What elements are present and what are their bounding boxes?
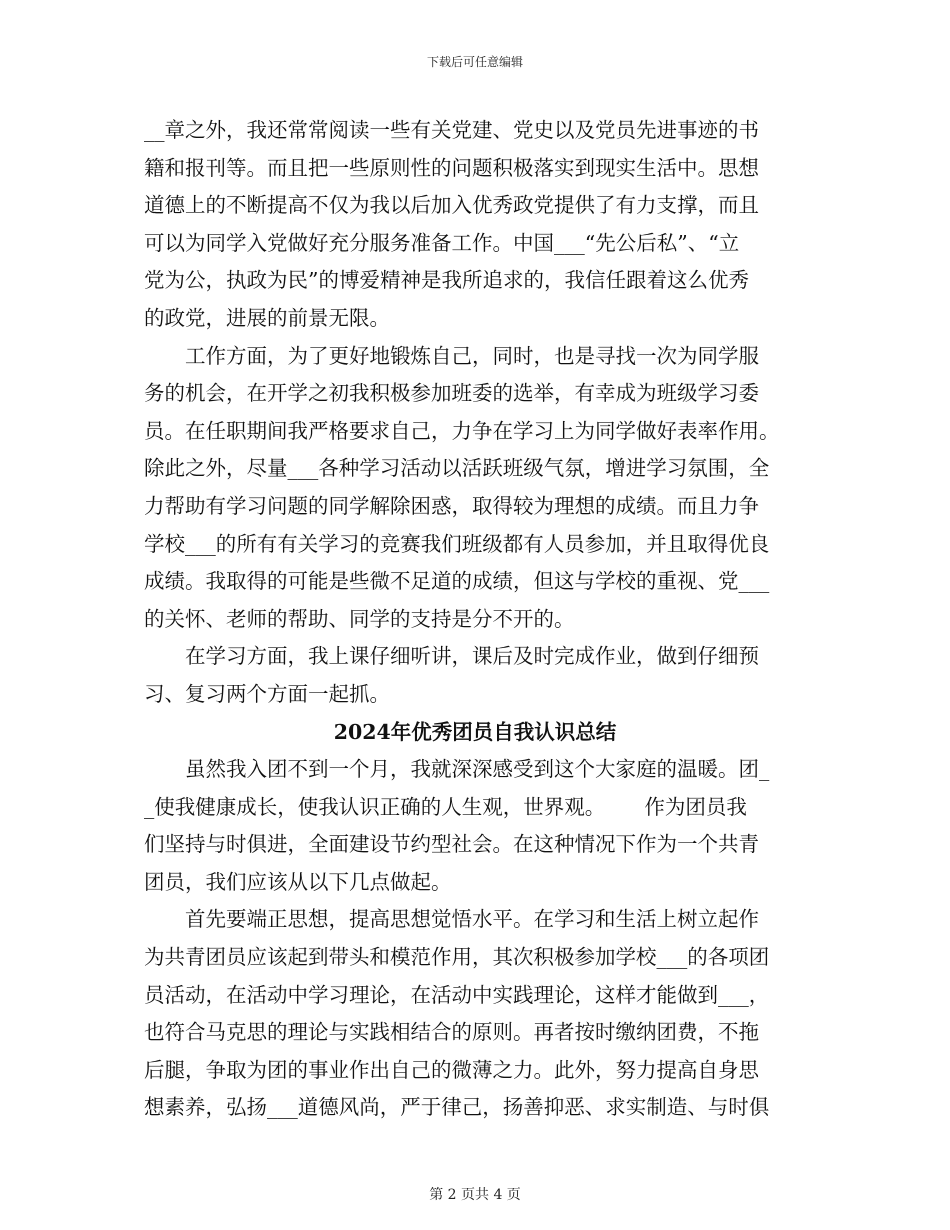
paragraph [144, 751, 806, 901]
text-line: 的关怀、老师的帮助、同学的支持是分不开的。 [144, 606, 575, 631]
text-line: 首先要端正思想，提高思想觉悟水平。在学习和生活上树立起作 [185, 907, 759, 932]
text-line: 籍和报刊等。而且把一些原则性的问题积极落实到现实生活中。思想 [144, 155, 759, 180]
paragraph [144, 901, 806, 1127]
paragraph [144, 112, 806, 338]
text-line: __章之外，我还常常阅读一些有关党建、党史以及党员先进事迹的书 [144, 118, 759, 142]
text-line: 们坚持与时俱进，全面建设节约型社会。在这种情况下作为一个共青 [144, 832, 759, 857]
text-line: 虽然我入团不到一个月，我就深深感受到这个大家庭的温暖。团_ [185, 757, 770, 782]
text-line: 可以为同学入党做好充分服务准备工作。中国___“先公后私”、“立 [144, 230, 740, 255]
paragraph [144, 638, 806, 713]
text-line: 力帮助有学习问题的同学解除困惑，取得较为理想的成绩。而且力争 [144, 493, 759, 518]
text-line: 务的机会，在开学之初我积极参加班委的选举，有幸成为班级学习委 [144, 381, 759, 406]
text-line: 员。在任职期间我严格要求自己，力争在学习上为同学做好表率作用。 [144, 418, 780, 443]
text-line: 道德上的不断提高不仅为我以后加入优秀政党提供了有力支撑，而且 [144, 193, 759, 218]
text-line: 除此之外，尽量___各种学习活动以活跃班级气氛，增进学习氛围，全 [144, 456, 770, 481]
text-line: 团员，我们应该从以下几点做起。 [144, 869, 452, 894]
text-line: 党为公，执政为民”的博爱精神是我所追求的，我信任跟着这么优秀 [144, 268, 749, 293]
text-line: _使我健康成长，使我认识正确的人生观，世界观。 作为团员我 [144, 794, 747, 819]
text-line: 学校___的所有有关学习的竞赛我们班级都有人员参加，并且取得优良 [144, 531, 770, 556]
text-line: 后腿，争取为团的事业作出自己的微薄之力。此外，努力提高自身思 [144, 1057, 759, 1082]
paragraph [144, 338, 806, 639]
text-line: 工作方面，为了更好地锻炼自己，同时，也是寻找一次为同学服 [185, 343, 759, 368]
document-body [144, 112, 806, 1127]
text-line: 成绩。我取得的可能是些微不足道的成绩，但这与学校的重视、党___ [144, 569, 770, 594]
text-line: 习、复习两个方面一起抓。 [144, 681, 390, 706]
text-line: 为共青团员应该起到带头和模范作用，其次积极参加学校___的各项团 [144, 945, 770, 970]
text-line: 员活动，在活动中学习理论，在活动中实践理论，这样才能做到___， [144, 982, 770, 1007]
page-header: 下载后可任意编辑 [426, 55, 523, 69]
page-footer: 第 2 页共 4 页 [429, 1187, 521, 1203]
text-line: 的政党，进展的前景无限。 [144, 305, 390, 330]
text-line: 在学习方面，我上课仔细听讲，课后及时完成作业，做到仔细预 [185, 644, 759, 669]
section-title: 2024年优秀团员自我认识总结 [333, 719, 617, 744]
text-line: 想素养，弘扬___道德风尚，严于律己，扬善抑恶、求实制造、与时俱 [144, 1095, 770, 1120]
text-line: 也符合马克思的理论与实践相结合的原则。再者按时缴纳团费，不拖 [144, 1020, 759, 1045]
